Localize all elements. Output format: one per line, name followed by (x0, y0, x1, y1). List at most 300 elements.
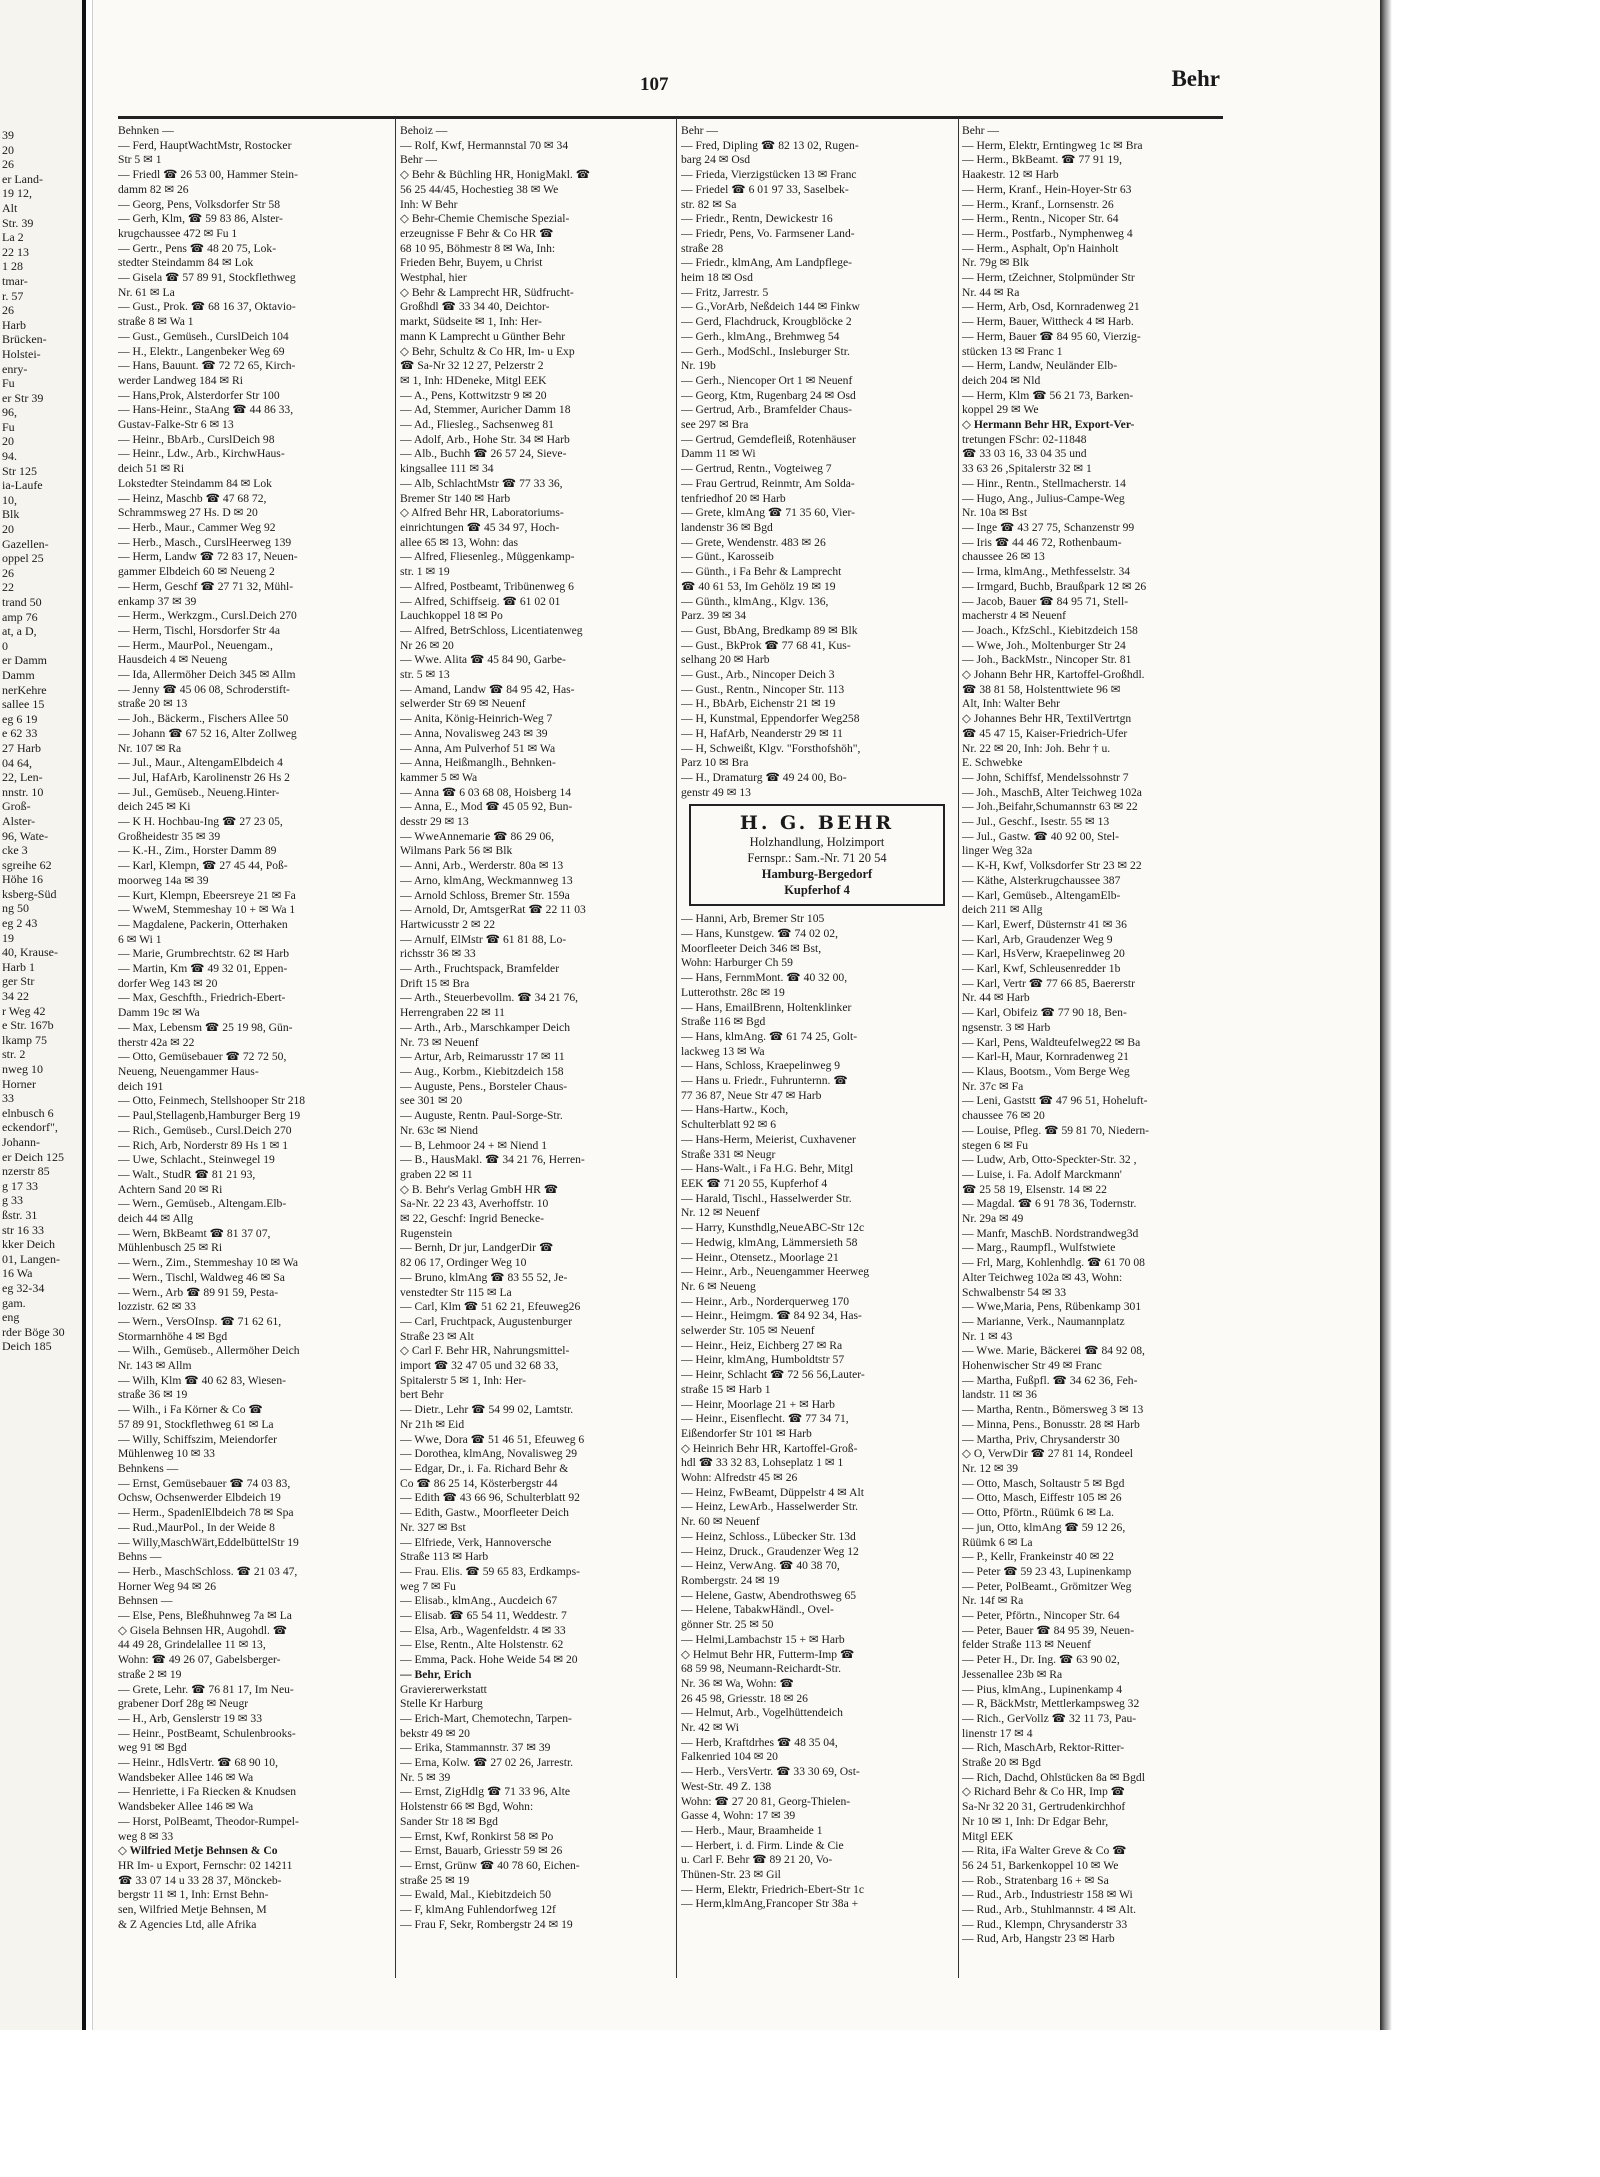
directory-entry: Moorfleeter Deich 346 ✉ Bst, (681, 941, 822, 955)
directory-entry-highlighted: — Behr, Erich (400, 1667, 472, 1681)
directory-entry: — Leni, Gaststt ☎ 47 96 51, Hoheluft- (962, 1094, 1148, 1108)
directory-entry: — Harald, Tischl., Hasselwerder Str. (681, 1191, 852, 1205)
previous-page-text: ßstr. 31 (2, 1207, 38, 1222)
directory-entry: — Alfred, Schiffseig. ☎ 61 02 01 (400, 594, 561, 608)
directory-entry: — Uwe, Schlacht., Steinwegel 19 (118, 1153, 275, 1167)
directory-entry: — Jenny ☎ 45 06 08, Schroderstift- (118, 682, 290, 696)
directory-entry: — Otto, Gemüsebauer ☎ 72 72 50, (118, 1050, 287, 1064)
directory-entry: — P., Kellr, Frankeinstr 40 ✉ 22 (962, 1550, 1114, 1564)
directory-entry: Hausdeich 4 ✉ Neueng (118, 653, 228, 667)
previous-page-text: Blk (2, 507, 20, 522)
previous-page-text: Brücken- (2, 332, 47, 347)
directory-entry: — Aug., Korbm., Kiebitzdeich 158 (400, 1065, 564, 1078)
directory-entry: — Rich, MaschArb, Rektor-Ritter- (962, 1741, 1125, 1755)
directory-entry: bekstr 49 ✉ 20 (400, 1726, 470, 1740)
business-advertisement (689, 804, 945, 906)
directory-entry: Nr. 10a ✉ Bst (962, 506, 1028, 520)
directory-entry: Wilmans Park 56 ✉ Blk (400, 844, 513, 858)
directory-entry: — Karl, Ewerf, Düsternstr 41 ✉ 36 (962, 917, 1127, 931)
directory-column-4 (962, 124, 1224, 1974)
previous-page-text: 34 22 (2, 989, 29, 1004)
directory-entry: Nr. 327 ✉ Bst (400, 1520, 466, 1534)
previous-page-text: sallee 15 (2, 697, 45, 712)
directory-entry: — Hans-Heinr., StaAng ☎ 44 86 33, (118, 403, 294, 417)
directory-entry: gönner Str. 25 ✉ 50 (681, 1618, 774, 1632)
directory-entry: krugchaussee 472 ✉ Fu 1 (118, 226, 238, 240)
directory-entry: moorweg 14a ✉ 39 (118, 873, 209, 887)
scan-margin (0, 2030, 1600, 2177)
directory-entry: — Heinz, LewArb., Hasselwerder Str. (681, 1500, 859, 1514)
directory-entry: — Ida, Allermöher Deich 345 ✉ Allm (118, 668, 296, 682)
directory-entry: — Heinr., Arb., Norderquerweg 170 (681, 1294, 850, 1308)
previous-page-text: eg 2 43 (2, 916, 38, 931)
previous-page-text: 19 (2, 930, 14, 945)
directory-entry: — Wwe. Marie, Bäckerei ☎ 84 92 08, (962, 1344, 1145, 1358)
previous-page-text: nzerstr 85 (2, 1164, 50, 1179)
directory-entry: — Rud.,MaurPol., In der Weide 8 (118, 1520, 275, 1534)
directory-entry: Achtern Sand 20 ✉ Ri (118, 1182, 223, 1196)
directory-entry: — Gerd, Flachdruck, Krougblöcke 2 (681, 315, 852, 329)
directory-entry: stegen 6 ✉ Fu (962, 1138, 1029, 1152)
directory-entry: ◇ Carl F. Behr HR, Nahrungsmittel- (400, 1344, 570, 1358)
directory-entry: Behr — (400, 153, 438, 167)
directory-entry: — Max, Lebensm ☎ 25 19 98, Gün- (118, 1020, 293, 1034)
directory-entry: — Wilh., Gemüseb., Allermöher Deich (118, 1344, 300, 1358)
directory-entry: Nr 21h ✉ Eid (400, 1417, 465, 1431)
directory-entry: Schrammsweg 27 Hs. D ✉ 20 (118, 506, 258, 520)
previous-page-text: 33 (2, 1091, 14, 1106)
directory-entry: Nr. 5 ✉ 39 (400, 1770, 451, 1784)
directory-entry: — Karl-H, Maur, Kornradenweg 21 (962, 1050, 1129, 1064)
directory-entry: — Herm, Tischl, Horsdorfer Str 4a (118, 623, 280, 637)
previous-page-text: str 16 33 (2, 1222, 44, 1237)
previous-page-text: Deich 185 (2, 1339, 52, 1354)
directory-entry: stedter Steindamm 84 ✉ Lok (118, 256, 254, 270)
directory-entry: Str 5 ✉ 1 (118, 153, 162, 167)
directory-entry: — Rich., Gemüseb., Cursl.Deich 270 (118, 1123, 292, 1137)
previous-page-text: eg 32-34 (2, 1280, 45, 1295)
directory-entry: — Elisab. ☎ 65 54 11, Weddestr. 7 (400, 1609, 567, 1623)
directory-entry: Nr 10 ✉ 1, Inh: Dr Edgar Behr, (962, 1814, 1109, 1828)
directory-entry: — Jul., Gemüseb., Neueng.Hinter- (118, 785, 280, 799)
previous-page-text: Johann- (2, 1134, 40, 1149)
directory-entry: ngsenstr. 3 ✉ Harb (962, 1020, 1051, 1034)
previous-page-text: eng (2, 1310, 20, 1325)
directory-entry: — H, HafArb, Neanderstr 29 ✉ 11 (681, 726, 843, 740)
directory-entry: str. 1 ✉ 19 (400, 565, 450, 579)
directory-entry: Nr. 44 ✉ Harb (962, 991, 1030, 1005)
directory-entry: ◇ Heinrich Behr HR, Kartoffel-Groß- (681, 1441, 858, 1455)
directory-entry: Behns — (118, 1550, 162, 1564)
directory-entry: Eißendorfer Str 101 ✉ Harb (681, 1426, 812, 1440)
directory-entry: deich 51 ✉ Ri (118, 462, 185, 476)
directory-entry: — Herm, Bauer, Wittheck 4 ✉ Harb. (962, 315, 1134, 329)
previous-page-text: nerKehre (2, 682, 47, 697)
previous-page-text: 20 (2, 522, 14, 537)
directory-entry: — Wern, BkBeamt ☎ 81 37 07, (118, 1226, 271, 1240)
directory-entry: — G.,VorArb, Neßdeich 144 ✉ Finkw (681, 300, 860, 314)
directory-entry: — Alfred, BetrSchloss, Licentiatenweg (400, 623, 583, 637)
directory-entry: Behr — (681, 124, 719, 137)
directory-entry: — WweM, Stemmeshay 10 + ✉ Wa 1 (118, 903, 296, 917)
directory-entry: Damm 19c ✉ Wa (118, 1006, 200, 1020)
directory-entry: Stormarnhöhe 4 ✉ Bgd (118, 1329, 228, 1343)
previous-page-text: elnbusch 6 (2, 1105, 54, 1120)
directory-entry: Lauchkoppel 18 ✉ Po (400, 609, 503, 623)
directory-entry: weg 91 ✉ Bgd (118, 1741, 187, 1755)
directory-entry: ◇ O, VerwDir ☎ 27 81 14, Rondeel (962, 1447, 1133, 1461)
directory-entry: — Rich, Dachd, Ohlstücken 8a ✉ Bgdl (962, 1770, 1145, 1784)
directory-entry: — Herm, tZeichner, Stolpmünder Str (962, 271, 1135, 285)
directory-entry: — Hans, Schloss, Kraepelinweg 9 (681, 1059, 841, 1073)
previous-page-text: 22, Len- (2, 770, 43, 785)
directory-entry: Straße 113 ✉ Harb (400, 1550, 489, 1564)
directory-entry: — Marianne, Verk., Naumannplatz (962, 1314, 1125, 1328)
directory-entry: Sander Str 18 ✉ Bgd (400, 1814, 498, 1828)
previous-page-text: e 62 33 (2, 726, 38, 741)
previous-page-text: 10, (2, 492, 17, 507)
directory-entry: — Gust., Gemüseh., CurslDeich 104 (118, 329, 289, 343)
directory-entry: — Herm, Landw ☎ 72 83 17, Neuen- (118, 550, 298, 564)
directory-entry: — Wern., VersOInsp. ☎ 71 62 61, (118, 1314, 282, 1328)
directory-entry: — Inge ☎ 43 27 75, Schanzenstr 99 (962, 520, 1135, 534)
previous-page-text: 94. (2, 449, 17, 464)
directory-entry: — Herm, Klm ☎ 56 21 73, Barken- (962, 388, 1134, 402)
directory-entry: — Jul., Gastw. ☎ 40 92 00, Stel- (962, 829, 1119, 843)
directory-entry: — Herm., BkBeamt. ☎ 77 91 19, (962, 153, 1122, 167)
directory-entry: Nr. 143 ✉ Allm (118, 1359, 192, 1373)
directory-entry: mann K Lamprecht u Günther Behr (400, 329, 566, 343)
directory-entry: — Peter, Bauer ☎ 84 95 39, Neuen- (962, 1623, 1135, 1637)
directory-entry: Falkenried 104 ✉ 20 (681, 1750, 778, 1764)
directory-entry: ☎ 45 47 15, Kaiser-Friedrich-Ufer (962, 726, 1128, 740)
directory-entry: tenfriedhof 20 ✉ Harb (681, 491, 786, 505)
directory-entry: Gustav-Falke-Str 6 ✉ 13 (118, 418, 234, 432)
directory-entry: — Edgar, Dr., i. Fa. Richard Behr & (400, 1461, 569, 1475)
directory-entry: 68 59 98, Neumann-Reichardt-Str. (681, 1662, 842, 1676)
directory-entry: — Heinr, Schlacht ☎ 72 56 56,Lauter- (681, 1368, 865, 1382)
directory-entry: Co ☎ 86 25 14, Kösterbergstr 44 (400, 1476, 558, 1490)
directory-entry: — Herm., Werkzgm., Cursl.Deich 270 (118, 609, 297, 623)
directory-entry: — Dorothea, klmAng, Novalisweg 29 (400, 1447, 578, 1461)
directory-entry: — Friedr., Rentn, Dewickestr 16 (681, 212, 833, 226)
directory-entry: — Ernst, Kwf, Ronkirst 58 ✉ Po (400, 1829, 554, 1843)
directory-entry: — A., Pens, Kottwitzstr 9 ✉ 20 (400, 388, 547, 402)
directory-entry: — Herb., VersVertr. ☎ 33 30 69, Ost- (681, 1765, 860, 1779)
previous-page-text: 26 (2, 157, 14, 172)
directory-entry: — Heinr., BbArb., CurslDeich 98 (118, 432, 275, 446)
directory-entry: — Arno, klmAng, Weckmannweg 13 (400, 873, 573, 887)
previous-page-text: ger Str (2, 974, 35, 989)
directory-entry: — Ernst, Bauarb, Griesstr 59 ✉ 26 (400, 1844, 563, 1858)
directory-entry: Mühlenbusch 25 ✉ Ri (118, 1241, 223, 1255)
directory-entry: — H., Elektr., Langenbeker Weg 69 (118, 344, 285, 358)
directory-entry: Nr. 12 ✉ Neuenf (681, 1206, 760, 1220)
previous-page-text: 0 (2, 638, 8, 653)
directory-entry: — Otto, Pförtn., Rüümk 6 ✉ La. (962, 1506, 1115, 1520)
directory-entry: Nr. 36 ✉ Wa, Wohn: ☎ (681, 1676, 794, 1690)
directory-entry: Großheidestr 35 ✉ 39 (118, 829, 221, 843)
ad-line: Hamburg-Bergedorf (761, 867, 873, 882)
directory-entry: — Auguste, Rentn. Paul-Sorge-Str. (400, 1109, 563, 1123)
directory-entry: 33 63 26 ,Spitalerstr 32 ✉ 1 (962, 462, 1092, 476)
directory-entry: — Herm, Elektr, Friedrich-Ebert-Str 1c (681, 1882, 865, 1896)
directory-entry: — Edith, Gastw., Moorfleeter Deich (400, 1506, 569, 1520)
directory-entry: — Rita, iFa Walter Greve & Co ☎ (962, 1844, 1127, 1858)
directory-entry: ◇ Behr, Schultz & Co HR, Im- u Exp (400, 344, 575, 358)
directory-entry: ☎ 25 58 19, Elsenstr. 14 ✉ 22 (962, 1182, 1107, 1196)
directory-entry: — Arnulf, ElMstr ☎ 61 81 88, Lo- (400, 932, 567, 946)
previous-page-text: enry- (2, 361, 28, 376)
directory-entry: deich 204 ✉ Nld (962, 373, 1041, 387)
directory-entry: ☎ 33 07 14 u 33 28 37, Mönckeb- (118, 1873, 282, 1887)
directory-entry: Wohn: ☎ 49 26 07, Gabelsberger- (118, 1653, 281, 1667)
directory-entry: import ☎ 32 47 05 und 32 68 33, (400, 1359, 559, 1373)
directory-entry: ✉ 1, Inh: HDeneke, Mitgl EEK (400, 373, 547, 387)
directory-entry: — Peter, PolBeamt., Grömitzer Weg (962, 1579, 1132, 1593)
directory-entry: Haakestr. 12 ✉ Harb (962, 168, 1059, 182)
directory-entry: — Arnold Schloss, Bremer Str. 159a (400, 888, 570, 902)
directory-entry: — Iris ☎ 44 46 72, Rothenbaum- (962, 535, 1122, 549)
directory-entry: — Peter ☎ 59 23 43, Lupinenkamp (962, 1564, 1132, 1578)
directory-entry: — Louise, Pfleg. ☎ 59 81 70, Niedern- (962, 1123, 1150, 1137)
directory-entry: desstr 29 ✉ 13 (400, 815, 469, 829)
directory-entry: markt, Südseite ✉ 1, Inh: Her- (400, 315, 542, 329)
directory-entry: — Walt., StudR ☎ 81 21 93, (118, 1167, 256, 1181)
directory-entry: — Bruno, klmAng ☎ 83 55 52, Je- (400, 1270, 568, 1284)
directory-entry: — Erika, Stammannstr. 37 ✉ 39 (400, 1741, 551, 1755)
directory-entry: — Herm, Arb, Osd, Kornradenweg 21 (962, 300, 1140, 314)
directory-entry: Nr. 107 ✉ Ra (118, 741, 182, 755)
directory-entry: — Grete, klmAng ☎ 71 35 60, Vier- (681, 506, 855, 520)
directory-entry: ◇ Johannes Behr HR, TextilVertrtgn (962, 712, 1132, 726)
directory-entry: ◇ Gisela Behnsen HR, Augohdl. ☎ (118, 1623, 288, 1637)
directory-entry: — Marie, Grumbrechtstr. 62 ✉ Harb (118, 947, 290, 961)
directory-entry: — Jul., Maur., AltengamElbdeich 4 (118, 756, 283, 770)
directory-entry: — Helmi,Lambachstr 15 + ✉ Harb (681, 1632, 845, 1646)
directory-entry: — F, klmAng Fuhlendorfweg 12f (400, 1903, 556, 1917)
directory-entry: — Peter, Pförtn., Nincoper Str. 64 (962, 1609, 1120, 1623)
directory-entry: — Henriette, i Fa Riecken & Knudsen (118, 1785, 297, 1799)
directory-entry: barg 24 ✉ Osd (681, 153, 751, 167)
previous-page-text: Str 125 (2, 463, 38, 478)
previous-page-text: 20 (2, 434, 14, 449)
previous-page-text: g 33 (2, 1193, 23, 1208)
directory-entry: ◇ Alfred Behr HR, Laboratoriums- (400, 506, 564, 520)
directory-entry: — Helene, Gastw, Abendrothsweg 65 (681, 1588, 857, 1602)
directory-entry: Schulterblatt 92 ✉ 6 (681, 1118, 777, 1132)
directory-entry: Wandsbeker Allee 146 ✉ Wa (118, 1770, 254, 1784)
previous-page-text: 26 (2, 565, 14, 580)
page-number: 107 (640, 74, 669, 95)
directory-entry: Nr. 14f ✉ Ra (962, 1594, 1024, 1608)
directory-entry: — Bernh, Dr jur, LandgerDir ☎ (400, 1241, 554, 1255)
directory-entry: West-Str. 49 Z. 138 (681, 1779, 772, 1793)
directory-entry: straße 36 ✉ 19 (118, 1388, 188, 1402)
directory-entry: — Manfr, MaschB. Nordstrandweg3d (962, 1226, 1139, 1240)
directory-entry: 57 89 91, Stockflethweg 61 ✉ La (118, 1417, 274, 1431)
directory-entry: richsstr 36 ✉ 33 (400, 947, 476, 961)
directory-entry: — Magdal. ☎ 6 91 78 36, Todernstr. (962, 1197, 1137, 1211)
directory-entry: straße 15 ✉ Harb 1 (681, 1382, 771, 1396)
directory-entry: 56 24 51, Barkenkoppel 10 ✉ We (962, 1858, 1119, 1872)
previous-page-text: Alster- (2, 813, 36, 828)
directory-entry: — Ad., Fliesleg., Sachsenweg 81 (400, 418, 554, 432)
directory-entry: — Heinr., Heimgm. ☎ 84 92 34, Has- (681, 1309, 862, 1323)
directory-entry: — H., BbArb, Eichenstr 21 ✉ 19 (681, 697, 836, 711)
directory-entry: — Erna, Kolw. ☎ 27 02 26, Jarrestr. (400, 1756, 574, 1770)
directory-entry: — B, Lehmoor 24 + ✉ Niend 1 (400, 1138, 547, 1152)
directory-entry: Jessenallee 23b ✉ Ra (962, 1667, 1063, 1681)
directory-entry: — Fred, Dipling ☎ 82 13 02, Rugen- (681, 138, 859, 152)
directory-entry: — Rud., Arb., Stuhlmannstr. 4 ✉ Alt. (962, 1903, 1136, 1917)
directory-entry: ☎ 33 03 16, 33 04 35 und (962, 447, 1087, 461)
directory-entry: HR Im- u Export, Fernschr: 02 14211 (118, 1858, 293, 1872)
directory-entry: — Herm, Kranf., Hein-Hoyer-Str 63 (962, 182, 1132, 196)
previous-page-fragments (2, 0, 82, 1354)
directory-entry: — Ludw, Arb, Otto-Speckter-Str. 32 , (962, 1153, 1137, 1167)
directory-entry: bergstr 11 ✉ 1, Inh: Ernst Behn- (118, 1888, 269, 1902)
directory-entry: — Rud., Klempn, Chrysanderstr 33 (962, 1917, 1128, 1931)
page-header (100, 66, 1220, 100)
directory-entry: — Herm, Bauer ☎ 84 95 60, Vierzig- (962, 329, 1141, 343)
directory-entry: — Anni, Arb., Werderstr. 80a ✉ 13 (400, 859, 564, 873)
directory-entry: — Herb., Maur., Cammer Weg 92 (118, 520, 276, 534)
directory-entry: — Heinr., Ldw., Arb., KirchwHaus- (118, 447, 285, 461)
directory-entry-highlighted: ◇ Wilfried Metje Behnsen & Co (118, 1844, 278, 1858)
directory-entry: — WweAnnemarie ☎ 86 29 06, (400, 829, 554, 843)
directory-entry: — Gust., Arb., Nincoper Deich 3 (681, 668, 835, 682)
directory-entry: Nr. 22 ✉ 20, Inh: Joh. Behr † u. (962, 741, 1111, 755)
directory-entry: — Arnold, Dr, AmtsgerRat ☎ 22 11 03 (400, 903, 586, 917)
directory-entry: Lutterothstr. 28c ✉ 19 (681, 985, 785, 999)
directory-entry: — Herb., MaschSchloss. ☎ 21 03 47, (118, 1564, 298, 1578)
directory-entry-highlighted: ◇ Hermann Behr HR, Export-Ver- (962, 418, 1135, 432)
directory-entry: — Heinr, Moorlage 21 + ✉ Harb (681, 1397, 835, 1411)
directory-entry: & Z Agencies Ltd, alle Afrika (118, 1917, 257, 1931)
directory-entry: — Rud, Arb, Hangstr 23 ✉ Harb (962, 1932, 1115, 1946)
ad-title: H. G. BEHR (739, 812, 895, 835)
directory-entry: Straße 331 ✉ Neugr (681, 1147, 776, 1161)
directory-entry: Wohn: Alfredstr 45 ✉ 26 (681, 1471, 798, 1485)
directory-entry: — Emma, Pack. Hohe Weide 54 ✉ 20 (400, 1653, 578, 1667)
directory-entry: — Jacob, Bauer ☎ 84 95 71, Stell- (962, 594, 1129, 608)
directory-entry: — Gerh., Niencoper Ort 1 ✉ Neuenf (681, 373, 853, 387)
directory-entry: Parz 10 ✉ Bra (681, 756, 749, 770)
directory-entry: — Harry, Kunsthdlg,NeueABC-Str 12c (681, 1221, 865, 1235)
directory-entry: — Martha, Priv, Chrysanderstr 30 (962, 1432, 1120, 1446)
directory-entry: — Rolf, Kwf, Hermannstal 70 ✉ 34 (400, 138, 569, 152)
directory-entry: Gasse 4, Wohn: 17 ✉ 39 (681, 1809, 796, 1823)
directory-entry: straße 25 ✉ 19 (400, 1873, 470, 1887)
directory-entry: — Wwe. Alita ☎ 45 84 90, Garbe- (400, 653, 566, 667)
directory-entry: — Elfriede, Verk, Hannoversche (400, 1535, 552, 1549)
directory-entry: Horner Weg 94 ✉ 26 (118, 1579, 217, 1593)
directory-entry: Behnkens — (118, 1461, 179, 1475)
previous-page-text: 22 (2, 580, 14, 595)
directory-entry: — Hans,Prok, Alsterdorfer Str 100 (118, 388, 280, 402)
directory-entry: — Frau Gertrud, Reinmtr, Am Solda- (681, 476, 855, 490)
previous-page-text: lkamp 75 (2, 1032, 47, 1047)
book-binding-shadow (1380, 0, 1600, 2177)
directory-entry: — Dietr., Lehr ☎ 54 99 02, Lamtstr. (400, 1403, 574, 1417)
directory-entry: — Herm, Landw, Neuländer Elb- (962, 359, 1118, 373)
previous-page-edge (0, 0, 86, 2030)
directory-entry: landstr. 11 ✉ 36 (962, 1388, 1037, 1402)
directory-entry: — Günth., klmAng., Klgv. 136, (681, 594, 829, 608)
directory-entry: ◇ Behr-Chemie Chemische Spezial- (400, 212, 570, 226)
directory-entry: — Karl, Vertr ☎ 77 66 85, Baererstr (962, 976, 1135, 990)
directory-entry: — Gerh, Klm, ☎ 59 83 86, Alster- (118, 212, 283, 226)
ad-line: Holzhandlung, Holzimport (749, 835, 885, 850)
directory-entry: — Arth., Fruchtspack, Bramfelder (400, 962, 560, 976)
directory-entry: — Ad, Stemmer, Auricher Damm 18 (400, 403, 571, 417)
previous-page-text: g 17 33 (2, 1178, 38, 1193)
directory-entry: — Anna, E., Mod ☎ 45 05 92, Bun- (400, 800, 573, 814)
directory-entry: — Auguste, Pens., Borsteler Chaus- (400, 1079, 568, 1093)
directory-entry: — John, Schiffsf, Mendelssohnstr 7 (962, 770, 1129, 784)
directory-entry: Nr. 37c ✉ Fa (962, 1079, 1024, 1093)
previous-page-text: oppel 25 (2, 551, 44, 566)
directory-entry: linger Weg 32a (962, 844, 1033, 858)
directory-entry: ◇ Johann Behr HR, Kartoffel-Großhdl. (962, 668, 1145, 682)
directory-entry: — Günt., Karosseib (681, 550, 774, 564)
directory-entry: — Wwe, Dora ☎ 51 46 51, Efeuweg 6 (400, 1432, 585, 1446)
directory-entry: str. 5 ✉ 13 (400, 668, 450, 682)
directory-entry: felder Straße 113 ✉ Neuenf (962, 1638, 1092, 1652)
directory-entry: — Joh., Bäckerm., Fischers Allee 50 (118, 712, 289, 726)
directory-entry: see 297 ✉ Bra (681, 418, 749, 432)
previous-page-text: Fu (2, 419, 15, 434)
directory-entry: — Hans, EmailBrenn, Holtenklinker (681, 1000, 852, 1014)
previous-page-text: Groß- (2, 799, 31, 814)
directory-entry: — Rud., Arb., Industriestr 158 ✉ Wi (962, 1888, 1133, 1902)
directory-entry: — Fritz, Jarrestr. 5 (681, 285, 769, 299)
directory-entry: — Wilh, Klm ☎ 40 62 83, Wiesen- (118, 1373, 286, 1387)
previous-page-text: eckendorf", (2, 1120, 58, 1135)
previous-page-text: gam. (2, 1295, 26, 1310)
directory-entry: ☎ 38 81 58, Holstenttwiete 96 ✉ (962, 682, 1121, 696)
directory-entry: — Gertrud, Gemdefleiß, Rotenhäuser (681, 432, 856, 446)
previous-page-text: er Deich 125 (2, 1149, 64, 1164)
directory-entry: — Jul, HafArb, Karolinenstr 26 Hs 2 (118, 770, 290, 784)
directory-entry: — Alfred, Fliesenleg., Müggenkamp- (400, 550, 575, 564)
directory-entry: — Herm., Rentn., Nicoper Str. 64 (962, 212, 1119, 226)
directory-entry: — Hinr., Rentn., Stellmacherstr. 14 (962, 476, 1126, 490)
directory-entry: — Carl, Fruchtpack, Augustenburger (400, 1314, 573, 1328)
directory-entry: — Jul., Geschf., Isestr. 55 ✉ 13 (962, 815, 1110, 829)
directory-entry: — Hans, Bauunt. ☎ 72 72 65, Kirch- (118, 359, 296, 373)
previous-page-text: kker Deich (2, 1237, 55, 1252)
directory-entry: gammer Elbdeich 60 ✉ Neueng 2 (118, 565, 275, 579)
previous-page-text: r Weg 42 (2, 1003, 46, 1018)
previous-page-text: Alt (2, 200, 18, 215)
directory-entry: — Herm., Postfarb., Nymphenweg 4 (962, 226, 1133, 240)
directory-entry: — Wern., Gemüseb., Altengam.Elb- (118, 1197, 287, 1211)
directory-entry: chaussee 26 ✉ 13 (962, 550, 1045, 564)
directory-entry: Inh: W Behr (400, 197, 458, 211)
directory-entry: einrichtungen ☎ 45 34 97, Hoch- (400, 520, 560, 534)
directory-entry: — Helmut, Arb., Vogelhüttendeich (681, 1706, 843, 1720)
directory-entry: sen, Wilfried Metje Behnsen, M (118, 1903, 267, 1917)
directory-entry: — Johann ☎ 67 52 16, Alter Zollweg (118, 726, 297, 740)
previous-page-text: sgreihe 62 (2, 857, 52, 872)
directory-entry: — Georg, Pens, Volksdorfer Str 58 (118, 197, 280, 211)
directory-entry: — Karl, Arb, Graudenzer Weg 9 (962, 932, 1113, 946)
directory-entry: — Karl, Obifeiz ☎ 77 90 18, Ben- (962, 1006, 1127, 1020)
previous-page-text: 26 (2, 303, 14, 318)
directory-entry: — Irma, klmAng., Methfesselstr. 34 (962, 565, 1131, 579)
